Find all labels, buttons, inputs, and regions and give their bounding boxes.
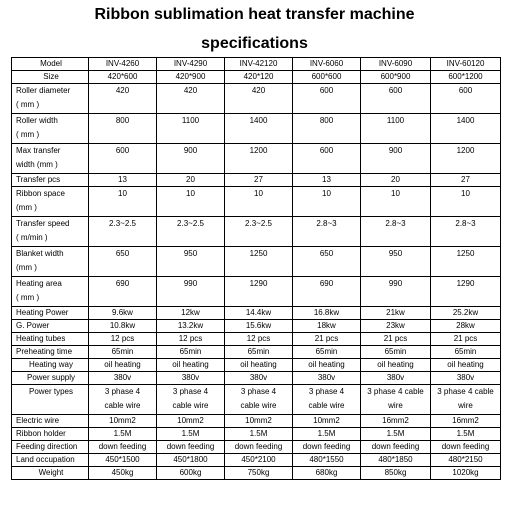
table-cell: 380v <box>89 372 157 385</box>
table-cell: 25.2kw <box>431 307 501 320</box>
table-cell: 20 <box>361 174 431 187</box>
table-cell: 1290 <box>431 277 501 307</box>
table-cell: oil heating <box>157 359 225 372</box>
table-cell: 380v <box>293 372 361 385</box>
table-cell: 3 phase 4 cable wire <box>157 385 225 415</box>
table-cell: 1290 <box>225 277 293 307</box>
table-row <box>12 359 501 372</box>
table-cell: 600*1200 <box>431 71 501 84</box>
document-title: Ribbon sublimation heat transfer machine <box>94 6 415 23</box>
table-cell: 600*900 <box>361 71 431 84</box>
row-label: Ribbon space (mm ) <box>12 187 89 217</box>
table-cell: 800 <box>293 114 361 144</box>
table-row <box>12 114 501 144</box>
table-cell: down feeding <box>431 441 501 454</box>
table-cell: 420*600 <box>89 71 157 84</box>
table-cell: down feeding <box>225 441 293 454</box>
row-label: Roller diameter ( mm ) <box>12 84 89 114</box>
table-cell: 900 <box>361 144 431 174</box>
table-cell: 690 <box>89 277 157 307</box>
table-cell: 750kg <box>225 467 293 480</box>
table-cell: 21kw <box>361 307 431 320</box>
row-label: Transfer pcs <box>12 174 89 187</box>
table-cell: INV-4260 <box>89 58 157 71</box>
table-cell: 65min <box>361 346 431 359</box>
table-cell: 21 pcs <box>431 333 501 346</box>
table-cell: 600 <box>293 84 361 114</box>
table-cell: 600 <box>431 84 501 114</box>
table-cell: 10 <box>225 187 293 217</box>
table-cell: 600*600 <box>293 71 361 84</box>
table-row <box>12 333 501 346</box>
table-cell: 3 phase 4 cable wire <box>225 385 293 415</box>
table-cell: 420 <box>89 84 157 114</box>
row-label: Power supply <box>12 372 89 385</box>
table-cell: 65min <box>293 346 361 359</box>
table-cell: 2.3~2.5 <box>89 217 157 247</box>
table-row <box>12 320 501 333</box>
table-row <box>12 454 501 467</box>
row-label: Heating Power <box>12 307 89 320</box>
table-cell: 1.5M <box>157 428 225 441</box>
table-cell: 480*1550 <box>293 454 361 467</box>
table-cell: 600 <box>293 144 361 174</box>
table-cell: 1400 <box>431 114 501 144</box>
row-label: Heating area ( mm ) <box>12 277 89 307</box>
table-cell: INV-6090 <box>361 58 431 71</box>
table-cell: 13 <box>293 174 361 187</box>
table-row <box>12 467 501 480</box>
table-cell: INV-6060 <box>293 58 361 71</box>
table-cell: 600kg <box>157 467 225 480</box>
table-cell: 450*1800 <box>157 454 225 467</box>
row-label: Size <box>12 71 89 84</box>
table-cell: 1200 <box>431 144 501 174</box>
table-cell: 15.6kw <box>225 320 293 333</box>
table-cell: down feeding <box>361 441 431 454</box>
table-row <box>12 346 501 359</box>
table-cell: INV-60120 <box>431 58 501 71</box>
row-label: Heating tubes <box>12 333 89 346</box>
table-cell: 65min <box>225 346 293 359</box>
table-cell: 65min <box>157 346 225 359</box>
table-cell: 10 <box>361 187 431 217</box>
table-cell: 1.5M <box>225 428 293 441</box>
row-label: Feeding direction <box>12 441 89 454</box>
table-cell: 2.8~3 <box>293 217 361 247</box>
table-cell: 3 phase 4 cable wire <box>293 385 361 415</box>
table-cell: 12 pcs <box>89 333 157 346</box>
table-cell: 14.4kw <box>225 307 293 320</box>
table-cell: 9.6kw <box>89 307 157 320</box>
table-cell: 2.3~2.5 <box>225 217 293 247</box>
table-cell: 1.5M <box>293 428 361 441</box>
table-cell: 480*2150 <box>431 454 501 467</box>
table-cell: 450*2100 <box>225 454 293 467</box>
table-cell: INV-4290 <box>157 58 225 71</box>
table-row <box>12 385 501 415</box>
table-cell: 850kg <box>361 467 431 480</box>
table-cell: 10 <box>89 187 157 217</box>
table-row <box>12 187 501 217</box>
table-cell: oil heating <box>361 359 431 372</box>
table-cell: 1200 <box>225 144 293 174</box>
table-cell: 2.8~3 <box>361 217 431 247</box>
table-row <box>12 428 501 441</box>
table-row <box>12 217 501 247</box>
table-row <box>12 307 501 320</box>
table-cell: 16.8kw <box>293 307 361 320</box>
table-cell: 10mm2 <box>89 415 157 428</box>
table-cell: 10mm2 <box>293 415 361 428</box>
table-row <box>12 71 501 84</box>
table-cell: 380v <box>225 372 293 385</box>
row-label: Ribbon holder <box>12 428 89 441</box>
table-cell: 650 <box>293 247 361 277</box>
table-row <box>12 58 501 71</box>
table-cell: 16mm2 <box>361 415 431 428</box>
table-cell: 16mm2 <box>431 415 501 428</box>
table-cell: 10 <box>293 187 361 217</box>
table-cell: 1250 <box>225 247 293 277</box>
table-cell: 3 phase 4 cable wire <box>431 385 501 415</box>
table-cell: 13.2kw <box>157 320 225 333</box>
table-cell: 950 <box>361 247 431 277</box>
table-cell: oil heating <box>89 359 157 372</box>
table-cell: 65min <box>431 346 501 359</box>
table-cell: 950 <box>157 247 225 277</box>
row-label: Heating way <box>12 359 89 372</box>
table-cell: 12 pcs <box>225 333 293 346</box>
table-cell: 1.5M <box>89 428 157 441</box>
table-cell: oil heating <box>225 359 293 372</box>
table-cell: down feeding <box>157 441 225 454</box>
table-row <box>12 84 501 114</box>
table-row <box>12 277 501 307</box>
row-label: G. Power <box>12 320 89 333</box>
table-cell: 420 <box>157 84 225 114</box>
table-cell: 12 pcs <box>157 333 225 346</box>
table-cell: 2.8~3 <box>431 217 501 247</box>
table-cell: 23kw <box>361 320 431 333</box>
row-label: Weight <box>12 467 89 480</box>
table-cell: 10mm2 <box>225 415 293 428</box>
row-label: Power types <box>12 385 89 415</box>
table-cell: 12kw <box>157 307 225 320</box>
table-cell: 990 <box>157 277 225 307</box>
table-cell: 600 <box>361 84 431 114</box>
table-cell: 600 <box>89 144 157 174</box>
table-cell: 650 <box>89 247 157 277</box>
table-row <box>12 144 501 174</box>
table-cell: 27 <box>225 174 293 187</box>
table-cell: 990 <box>361 277 431 307</box>
row-label: Preheating time <box>12 346 89 359</box>
table-cell: 2.3~2.5 <box>157 217 225 247</box>
table-cell: oil heating <box>431 359 501 372</box>
row-label: Max transfer width (mm ) <box>12 144 89 174</box>
table-row <box>12 441 501 454</box>
table-cell: 1100 <box>157 114 225 144</box>
row-label: Roller width ( mm ) <box>12 114 89 144</box>
specifications-table <box>11 57 501 480</box>
row-label: Model <box>12 58 89 71</box>
table-cell: 3 phase 4 cable wire <box>89 385 157 415</box>
table-cell: 20 <box>157 174 225 187</box>
table-cell: 800 <box>89 114 157 144</box>
table-cell: 420 <box>225 84 293 114</box>
table-cell: 1020kg <box>431 467 501 480</box>
table-row <box>12 247 501 277</box>
row-label: Transfer speed ( m/min ) <box>12 217 89 247</box>
table-cell: down feeding <box>89 441 157 454</box>
table-cell: oil heating <box>293 359 361 372</box>
table-cell: 900 <box>157 144 225 174</box>
table-cell: 1100 <box>361 114 431 144</box>
table-row <box>12 174 501 187</box>
table-cell: 690 <box>293 277 361 307</box>
table-cell: 3 phase 4 cable wire <box>361 385 431 415</box>
table-cell: 450*1500 <box>89 454 157 467</box>
row-label: Electric wire <box>12 415 89 428</box>
table-cell: 1400 <box>225 114 293 144</box>
table-cell: 10mm2 <box>157 415 225 428</box>
table-cell: 420*120 <box>225 71 293 84</box>
table-cell: 1.5M <box>431 428 501 441</box>
table-cell: down feeding <box>293 441 361 454</box>
table-cell: 1.5M <box>361 428 431 441</box>
table-cell: 21 pcs <box>361 333 431 346</box>
table-cell: 18kw <box>293 320 361 333</box>
table-cell: 10 <box>157 187 225 217</box>
table-cell: 27 <box>431 174 501 187</box>
table-cell: 380v <box>157 372 225 385</box>
table-cell: 1250 <box>431 247 501 277</box>
document-subtitle: specifications <box>201 35 308 52</box>
table-cell: 420*900 <box>157 71 225 84</box>
table-cell: 65min <box>89 346 157 359</box>
table-cell: 10 <box>431 187 501 217</box>
table-cell: 21 pcs <box>293 333 361 346</box>
row-label: Blanket width (mm ) <box>12 247 89 277</box>
table-cell: 680kg <box>293 467 361 480</box>
specifications-table-body <box>12 58 501 480</box>
table-cell: 10.8kw <box>89 320 157 333</box>
row-label: Land occupation <box>12 454 89 467</box>
table-cell: 380v <box>431 372 501 385</box>
table-row <box>12 415 501 428</box>
table-cell: 380v <box>361 372 431 385</box>
table-cell: 480*1850 <box>361 454 431 467</box>
table-cell: 450kg <box>89 467 157 480</box>
table-cell: 13 <box>89 174 157 187</box>
table-cell: 28kw <box>431 320 501 333</box>
table-cell: INV-42120 <box>225 58 293 71</box>
table-row <box>12 372 501 385</box>
